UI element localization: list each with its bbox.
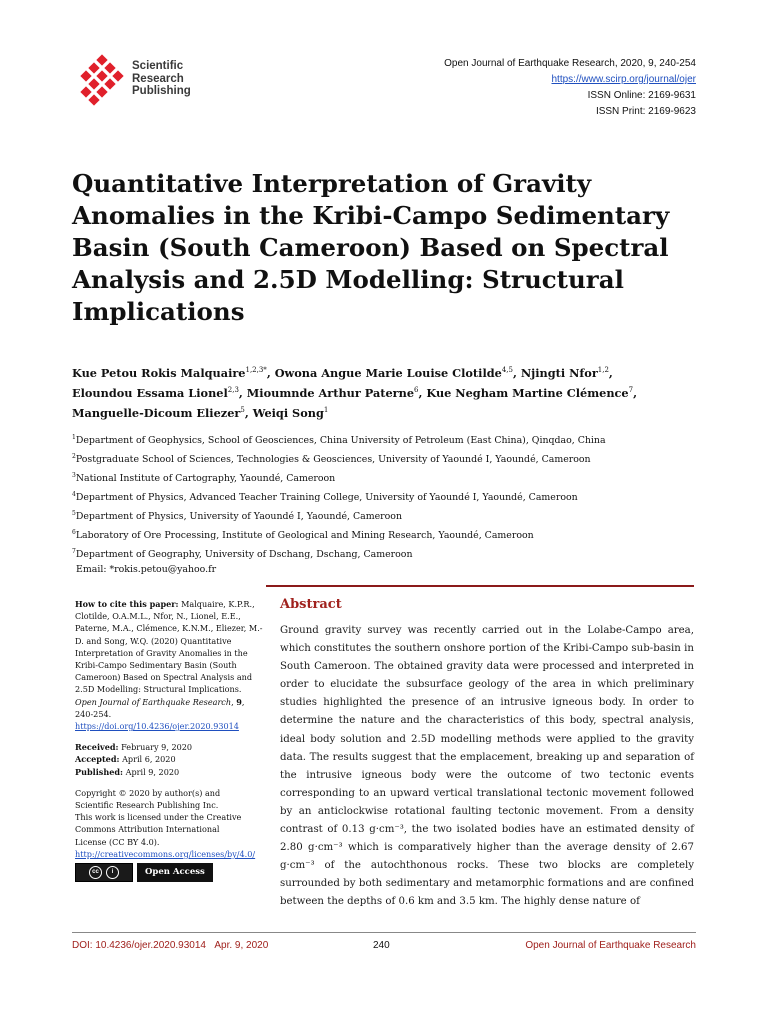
author-email[interactable]: Email: *rokis.petou@yahoo.fr [76, 564, 217, 576]
author-line-1: Kue Petou Rokis Malquaire$^{1,2,3*}$, Owona Angue Marie Louise Clotilde$^{4,5}$, Njingti Nfor$^{1,2}$, [72, 365, 613, 380]
cite-volume: 9 [236, 696, 242, 707]
doi-link[interactable]: https://doi.org/10.4236/ojer.2020.93014 [75, 721, 239, 732]
author-name: Owona Angue Marie Louise Clotilde [274, 365, 502, 380]
affiliation-item: $^4$Department of Physics, Advanced Teacher Training College, University of Yaoundé I, Yaoundé, Cameroon [72, 490, 578, 503]
abstract-heading: Abstract [280, 597, 342, 612]
footer-journal: Open Journal of Earthquake Research [525, 940, 696, 951]
cite-text: Malquaire, K.P.R., Clotilde, O.A.M.L., Nfor, N., Lionel, E.E., Paterne, M.A., Clémence, K.N.M., Eliezer, M.-D. and Song, W.Q. (2020) Quantitative Interpretation of Gravity Anomalies in the Kribi-Campo Sedimentary Basin (South Cameroon) Based on Spectral Analysis and 2.5D Modelling: Structural Implications. [75, 599, 263, 695]
cc-by-icon[interactable] [75, 863, 133, 882]
cite-label: How to cite this paper: [75, 599, 179, 609]
affiliation-item: $^3$National Institute of Cartography, Yaoundé, Cameroon [72, 471, 336, 484]
author-line-3: Manguelle-Dicoum Eliezer$^5$, Weiqi Song$^1$ [72, 405, 329, 420]
footer-date: Apr. 9, 2020 [214, 940, 269, 951]
page-footer [72, 940, 696, 954]
author-name: Manguelle-Dicoum Eliezer [72, 405, 241, 420]
affiliation-item: $^7$Department of Geography, University of Dschang, Dschang, Cameroon [72, 547, 413, 560]
publisher-name: Scientific Research Publishing [132, 60, 191, 97]
abstract-top-rule [266, 585, 694, 587]
affiliation-item: $^2$Postgraduate School of Sciences, Technologies & Geosciences, University of Yaoundé I, Yaoundé, Cameroon [72, 452, 591, 466]
accepted-date: April 6, 2020 [122, 754, 176, 765]
open-access-badge[interactable]: Open Access [137, 863, 213, 881]
journal-line: Open Journal of Earthquake Research, 2020, 9, 240-254 [444, 58, 696, 69]
cite-journal: Open Journal of Earthquake Research [75, 696, 232, 707]
affiliation-item: $^1$Department of Geophysics, School of Geosciences, China University of Petroleum (East China), Qinqdao, China [72, 434, 606, 447]
cc-circle-icon: cc [89, 866, 102, 879]
journal-url-link[interactable]: https://www.scirp.org/journal/ojer [551, 74, 696, 85]
author-name: Kue Petou Rokis Malquaire [72, 365, 246, 380]
issn-online: ISSN Online: 2169-9631 [587, 90, 696, 101]
citation-sidebar [75, 598, 263, 882]
dates-block: Received: February 9, 2020 Accepted: April 6, 2020 Published: April 9, 2020 [75, 742, 193, 777]
footer-doi: DOI: 10.4236/ojer.2020.93014 [72, 940, 206, 951]
published-date: April 9, 2020 [125, 766, 180, 777]
author-name: Eloundou Essama Lionel [72, 385, 228, 400]
how-to-cite: How to cite this paper: Malquaire, K.P.R., Clotilde, O.A.M.L., Nfor, N., Lionel, E.E., Paterne, M.A., Clémence, K.N.M., Eliezer, M.-D. and Song, W.Q. (2020) Quantitative Interpretation of Gravity Anomalies in the Kribi-Campo Sedimentary Basin (South Cameroon) Based on Spectral Analysis and 2.5D Modelling: Structural Implications. Open Journal of Earthquake Research, 9, 240-254. https://doi.org/10.4236/ojer.2020.93014 [75, 599, 263, 732]
journal-header [444, 56, 696, 120]
publisher-logo [76, 54, 216, 106]
paper-title: Quantitative Interpretation of Gravity Anomalies in the Kribi-Campo Sedimentary Basin (South Cameroon) Based on Spectral Analysis and 2.5D Modelling: Structural Implications [72, 169, 670, 326]
page-number: 240 [373, 940, 390, 951]
author-name: Kue Negham Martine Clémence [426, 385, 629, 400]
footer-rule [72, 932, 696, 933]
received-date: February 9, 2020 [121, 742, 193, 753]
author-name: Njingti Nfor [520, 365, 598, 380]
abstract-text: Ground gravity survey was recently carried out in the Lolabe-Campo area, which constitutes the southern onshore portion of the Kribi-Campo sub-basin in South Cameroon. The obtained gravity data were processed and interpreted in order to elucidate the subsurface geology of the area in which preliminary studies highlighted the presence of an intrusive igneous body. In order to determine the nature and the characteristics of this body, spectral analysis, ideal body solution and 2.5D modelling methods were applied to the gravity data. The results suggest that the emplacement, breaking up and separation of the intrusive igneous body were the outcome of two tectonic events corresponding to an upward vertical translational tectonic movement followed by an anticlockwise rotational faulting tectonic movement. From a density contrast of 0.13 g·cm⁻³, the two isolated bodies have an estimated density of 2.80 g·cm⁻³ which is comparatively higher than the average density of 2.67 g·cm⁻³ of the autochthonous rocks. These two blocks are completely surrounded by both sedimentary and metamorphic formations and are confined between the depths of 0.6 km and 3.5 km. The highly dense nature of [280, 625, 694, 908]
issn-print: ISSN Print: 2169-9623 [595, 106, 696, 117]
affiliation-item: $^6$Laboratory of Ore Processing, Institute of Geological and Mining Research, Yaoundé, Cameroon [72, 528, 534, 541]
by-person-icon: i [106, 866, 119, 879]
affiliation-item: $^5$Department of Physics, University of Yaoundé I, Yaoundé, Cameroon [72, 509, 402, 522]
license-badges [75, 863, 263, 882]
license-link[interactable]: http://creativecommons.org/licenses/by/4.0/ [75, 848, 256, 859]
author-line-2: Eloundou Essama Lionel$^{2,3}$, Mioumnde Arthur Paterne$^6$, Kue Negham Martine Clémence$^7$, [72, 385, 638, 400]
copyright-block: Copyright © 2020 by author(s) and Scientific Research Publishing Inc. This work is licensed under the Creative Commons Attribution International License (CC BY 4.0). http://creativecommons.org/licenses/by/4.0/ [75, 787, 263, 860]
author-name: Weiqi Song [252, 405, 324, 420]
diamond-cluster-logo-icon [76, 54, 128, 106]
author-name: Mioumnde Arthur Paterne [246, 385, 415, 400]
affiliations [72, 430, 692, 578]
author-list [72, 362, 692, 421]
